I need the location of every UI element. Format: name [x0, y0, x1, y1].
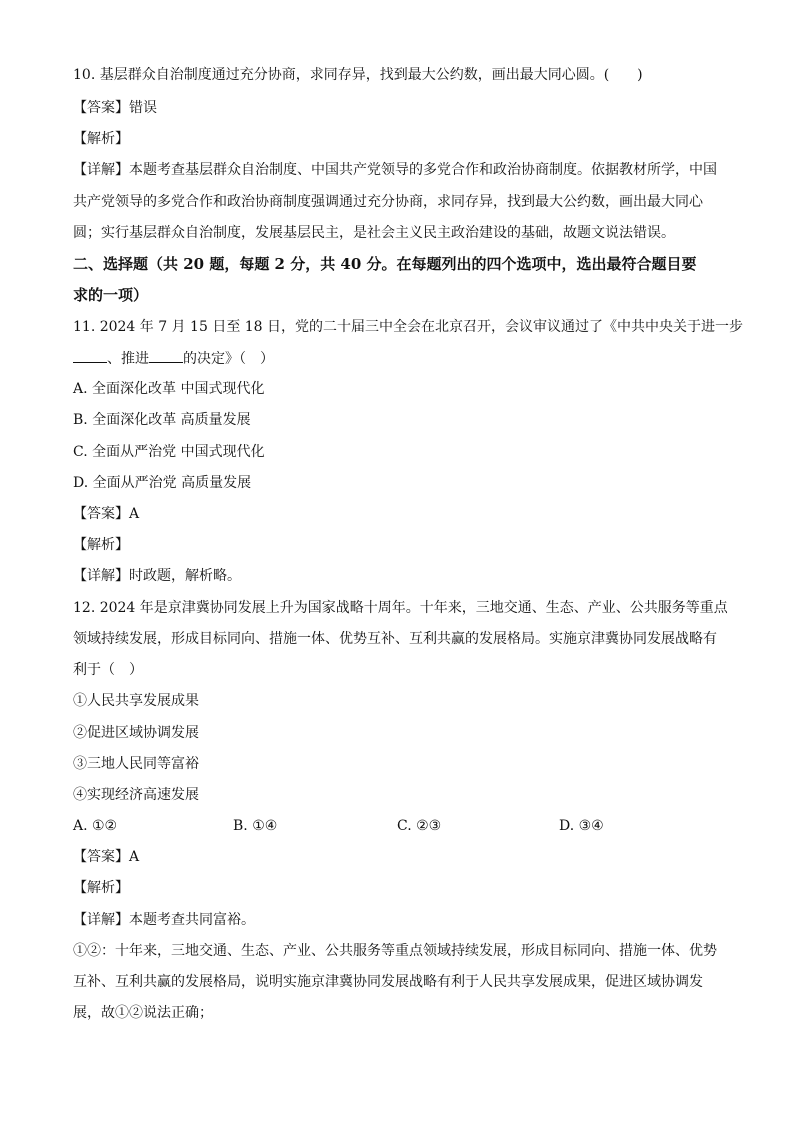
q11-stem-line-2	[73, 348, 274, 369]
q10-detail-line-1	[73, 160, 717, 180]
answer-tag: 【答案】	[73, 849, 129, 865]
q10-analysis-tag: 【解析】	[73, 131, 129, 147]
stem-text: 的决定》（ ）	[183, 351, 274, 367]
q12-explain-line-3: 展，故①②说法正确；	[73, 1005, 213, 1021]
q11-stem-line-1: 11. 2024 年 7 月 15 日至 18 日，党的二十届三中全会在北京召开，会议审议通过了《中共中央关于进一步	[73, 319, 744, 335]
q12-explain-line-1: ①②：十年来，三地交通、生态、产业、公共服务等重点领域持续发展，形成目标同向、措施一体、优势	[73, 943, 717, 959]
q12-choice-d: D. ③④	[559, 818, 604, 834]
q11-option-b: B. 全面深化改革 高质量发展	[73, 412, 251, 428]
q12-detail	[73, 910, 255, 930]
q12-answer	[73, 847, 139, 867]
q10-answer	[73, 98, 157, 118]
q12-choice-a: A. ①②	[73, 818, 118, 834]
q11-answer	[73, 504, 139, 524]
detail-text: 本题考查基层群众自治制度、中国共产党领导的多党合作和政治协商制度。依据教材所学，中国	[129, 162, 717, 178]
stem-text: 、推进	[107, 351, 149, 367]
answer-value: A	[129, 506, 140, 522]
detail-tag: 【详解】	[73, 912, 129, 928]
q11-analysis-tag: 【解析】	[73, 537, 129, 553]
detail-text: 时政题，解析略。	[129, 568, 241, 584]
q11-option-d: D. 全面从严治党 高质量发展	[73, 475, 252, 491]
detail-tag: 【详解】	[73, 162, 129, 178]
q10-detail-line-3: 圆；实行基层群众自治制度，发展基层民主，是社会主义民主政治建设的基础，故题文说法错误。	[73, 225, 675, 241]
q12-stem-line-1: 12. 2024 年是京津冀协同发展上升为国家战略十周年。十年来，三地交通、生态、产业、公共服务等重点	[73, 600, 728, 616]
q10-stem: 10. 基层群众自治制度通过充分协商，求同存异，找到最大公约数，画出最大同心圆。( )	[73, 67, 643, 83]
q11-detail	[73, 566, 241, 586]
answer-tag: 【答案】	[73, 506, 129, 522]
q12-statement-2: ②促进区域协调发展	[73, 725, 199, 741]
q12-choice-c: C. ②③	[397, 818, 442, 834]
q12-analysis-tag: 【解析】	[73, 880, 129, 896]
q12-statement-4: ④实现经济高速发展	[73, 787, 199, 803]
fill-blank	[149, 348, 183, 363]
q10-detail-line-2: 共产党领导的多党合作和政治协商制度强调通过充分协商，求同存异，找到最大公约数，画出最大同心	[73, 194, 703, 210]
section-heading-line-2: 求的一项）	[73, 286, 149, 304]
answer-value: 错误	[129, 100, 157, 116]
answer-value: A	[129, 849, 140, 865]
fill-blank	[73, 348, 107, 363]
q12-statement-3: ③三地人民同等富裕	[73, 756, 199, 772]
detail-tag: 【详解】	[73, 568, 129, 584]
q12-stem-line-3: 利于（ ）	[73, 662, 143, 678]
q12-statement-1: ①人民共享发展成果	[73, 693, 199, 709]
answer-tag: 【答案】	[73, 100, 129, 116]
q11-option-a: A. 全面深化改革 中国式现代化	[73, 381, 265, 397]
detail-text: 本题考查共同富裕。	[129, 912, 255, 928]
q12-stem-line-2: 领域持续发展，形成目标同向、措施一体、优势互补、互利共赢的发展格局。实施京津冀协同发展战略有	[73, 631, 717, 647]
q12-choice-b: B. ①④	[233, 818, 278, 834]
q12-explain-line-2: 互补、互利共赢的发展格局，说明实施京津冀协同发展战略有利于人民共享发展成果，促进区域协调发	[73, 974, 703, 990]
section-heading-line-1: 二、选择题（共 20 题，每题 2 分，共 40 分。在每题列出的四个选项中，选出最符合题目要	[73, 255, 697, 273]
q11-option-c: C. 全面从严治党 中国式现代化	[73, 444, 265, 460]
